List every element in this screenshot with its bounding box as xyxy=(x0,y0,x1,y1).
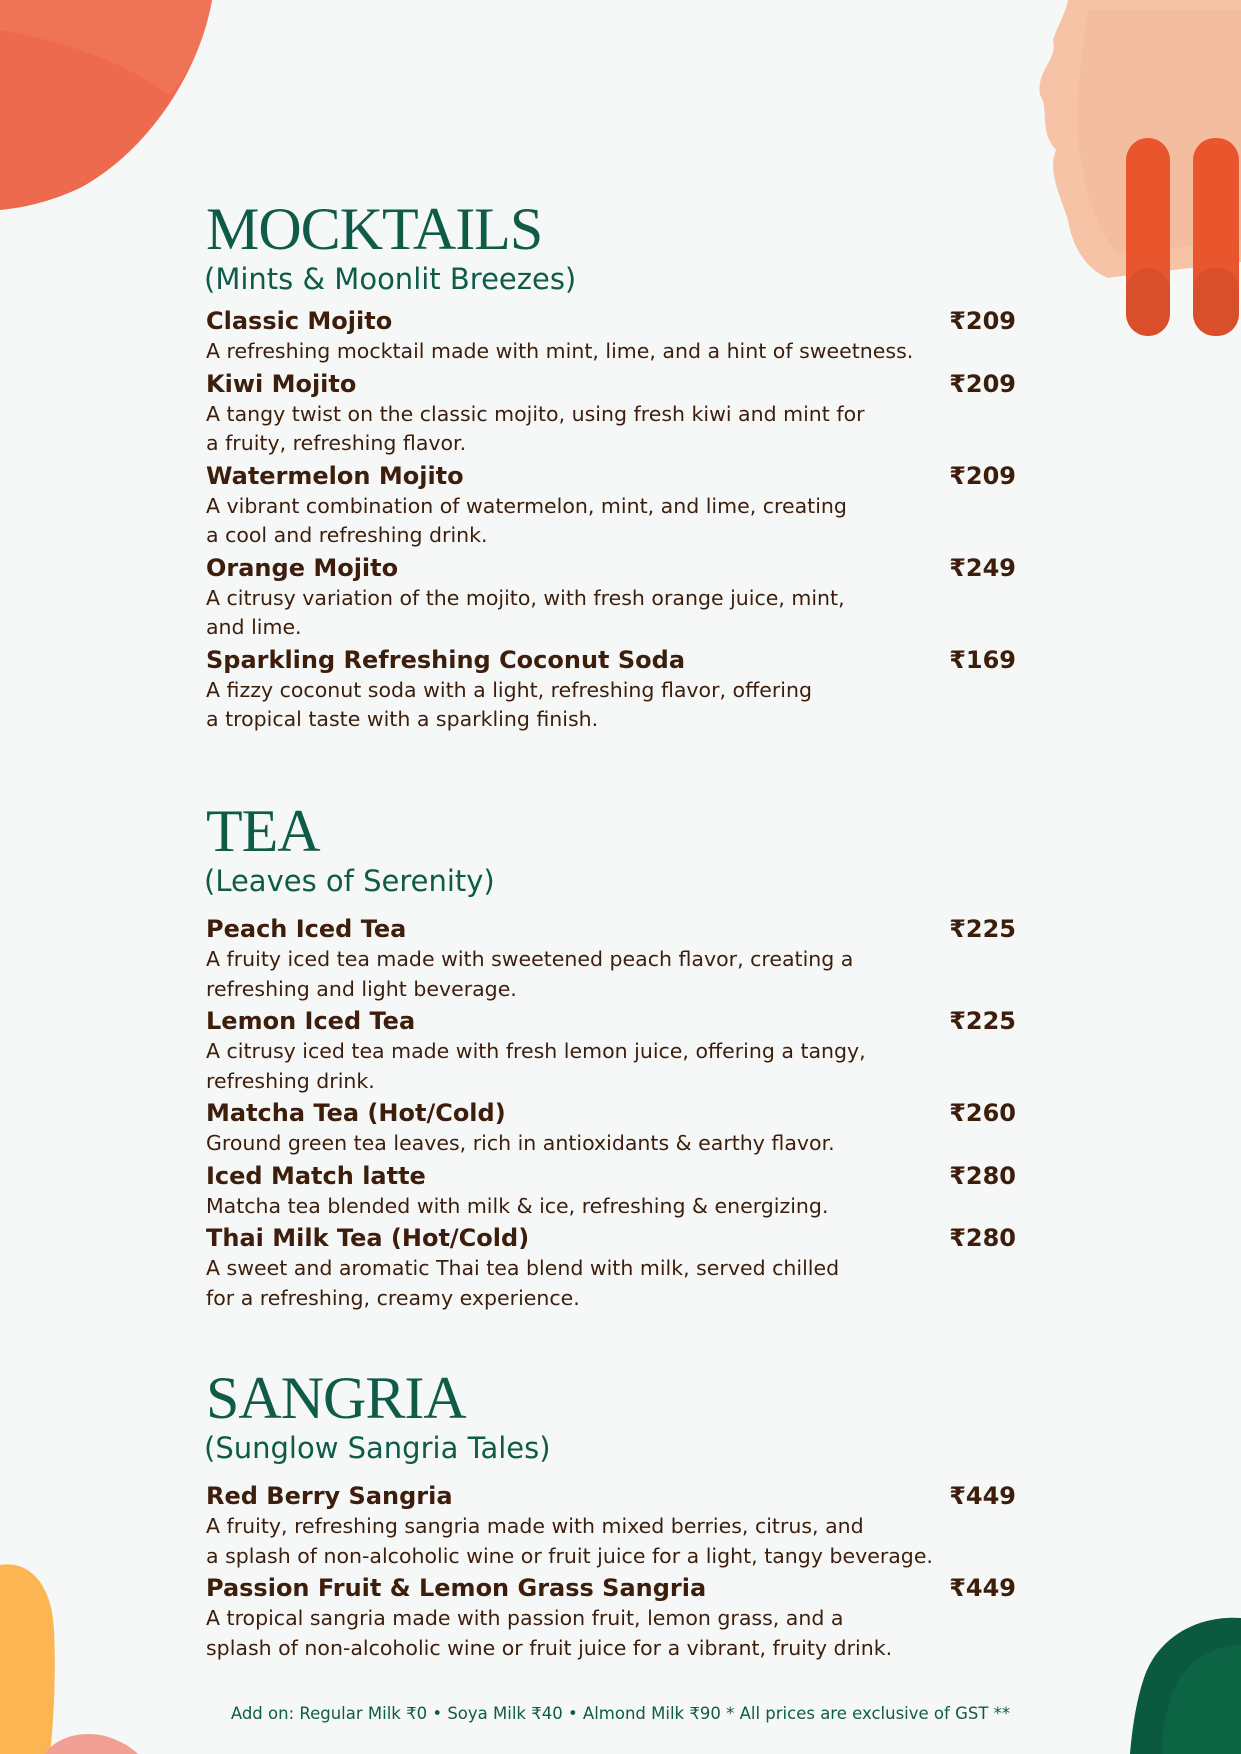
item-name: Peach Iced Tea xyxy=(206,915,407,943)
item-name: Classic Mojito xyxy=(206,307,393,335)
section-tea xyxy=(206,800,1026,1313)
item-price: ₹209 xyxy=(949,369,1016,398)
section-mocktails xyxy=(206,198,1026,735)
menu-item xyxy=(206,643,1026,735)
item-name: Orange Mojito xyxy=(206,553,399,582)
item-price: ₹280 xyxy=(949,1224,1016,1252)
item-price: ₹280 xyxy=(949,1161,1016,1190)
item-description: A sweet and aromatic Thai tea blend with milk, served chilled for a refreshing, creamy experience. xyxy=(206,1256,840,1310)
orange-bars-decoration xyxy=(1124,138,1241,338)
item-name: Matcha Tea (Hot/Cold) xyxy=(206,1099,506,1127)
item-name: Kiwi Mojito xyxy=(206,369,357,398)
item-price: ₹225 xyxy=(949,1007,1016,1035)
item-price: ₹249 xyxy=(949,553,1016,582)
item-price: ₹449 xyxy=(949,1482,1016,1510)
item-description: A citrusy iced tea made with fresh lemon juice, offering a tangy, refreshing drink. xyxy=(206,1039,866,1093)
item-price: ₹209 xyxy=(949,307,1016,335)
menu-item xyxy=(206,1096,1026,1159)
item-description: Matcha tea blended with milk & ice, refreshing & energizing. xyxy=(206,1193,829,1218)
section-subtitle: (Mints & Moonlit Breezes) xyxy=(204,262,577,296)
item-price: ₹449 xyxy=(949,1574,1016,1602)
menu-item xyxy=(206,367,1026,459)
item-description: A citrusy variation of the mojito, with fresh orange juice, mint, and lime. xyxy=(206,585,845,639)
item-description: A fruity, refreshing sangria made with mixed berries, citrus, and a splash of non-alcoholic wine or fruit juice for a light, tangy beverage. xyxy=(206,1514,933,1568)
section-sangria xyxy=(206,1367,1026,1663)
menu-item xyxy=(206,912,1026,1004)
item-name: Red Berry Sangria xyxy=(206,1482,453,1510)
item-description: A fruity iced tea made with sweetened peach flavor, creating a refreshing and light beverage. xyxy=(206,947,854,1001)
menu-item xyxy=(206,304,1026,367)
menu-item xyxy=(206,1479,1026,1571)
menu-item xyxy=(206,459,1026,551)
menu-item xyxy=(206,551,1026,643)
item-name: Passion Fruit & Lemon Grass Sangria xyxy=(206,1574,707,1602)
menu-item xyxy=(206,1004,1026,1096)
section-title: MOCKTAILS xyxy=(206,196,543,262)
item-name: Watermelon Mojito xyxy=(206,461,464,490)
section-subtitle: (Sunglow Sangria Tales) xyxy=(204,1431,551,1465)
section-title: SANGRIA xyxy=(206,1365,466,1431)
item-description: A tropical sangria made with passion fruit, lemon grass, and a splash of non-alcoholic wine or fruit juice for a vibrant, fruity drink. xyxy=(206,1606,893,1660)
section-title: TEA xyxy=(206,798,320,864)
item-price: ₹260 xyxy=(949,1099,1016,1127)
item-description: A fizzy coconut soda with a light, refreshing flavor, offering a tropical taste with a sparkling finish. xyxy=(206,677,812,731)
item-price: ₹209 xyxy=(949,461,1016,490)
item-price: ₹225 xyxy=(949,915,1016,943)
dark-green-blob-decoration xyxy=(1130,1615,1241,1754)
coral-blob-decoration xyxy=(0,0,215,215)
menu-item xyxy=(206,1571,1026,1663)
section-subtitle: (Leaves of Serenity) xyxy=(204,864,495,898)
item-name: Iced Match latte xyxy=(206,1161,426,1190)
footer-note: Add on: Regular Milk ₹0 • Soya Milk ₹40 • Almond Milk ₹90 * All prices are exclusive of GST ** xyxy=(230,1704,1011,1723)
item-description: Ground green tea leaves, rich in antioxidants & earthy flavor. xyxy=(206,1131,835,1155)
item-name: Thai Milk Tea (Hot/Cold) xyxy=(206,1224,530,1252)
item-name: Lemon Iced Tea xyxy=(206,1007,416,1035)
menu-item xyxy=(206,1221,1026,1313)
item-price: ₹169 xyxy=(949,645,1016,674)
item-description: A tangy twist on the classic mojito, using fresh kiwi and mint for a fruity, refreshing flavor. xyxy=(206,401,865,455)
item-description: A refreshing mocktail made with mint, lime, and a hint of sweetness. xyxy=(206,339,914,363)
item-name: Sparkling Refreshing Coconut Soda xyxy=(206,645,686,674)
item-description: A vibrant combination of watermelon, mint, and lime, creating a cool and refreshing drink. xyxy=(206,493,847,547)
menu-item xyxy=(206,1159,1026,1222)
